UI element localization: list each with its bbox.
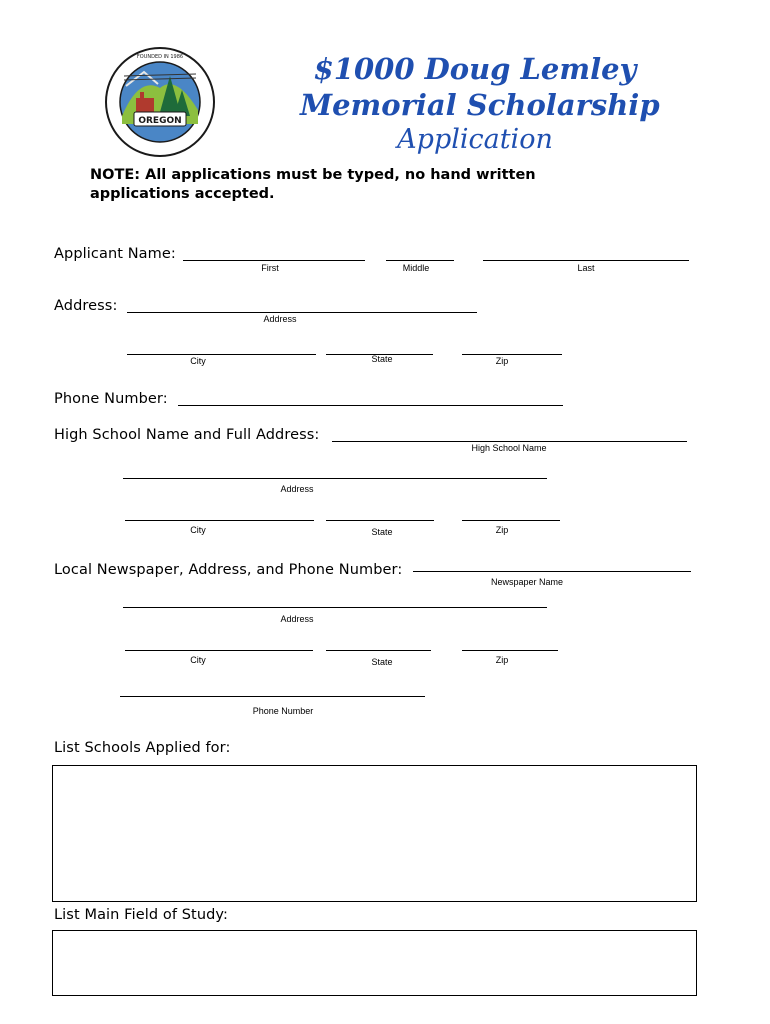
address-field[interactable]: [127, 312, 477, 313]
high-school-address-field[interactable]: [123, 478, 547, 479]
schools-applied-textarea[interactable]: [52, 765, 697, 902]
high-school-state-field[interactable]: [326, 520, 434, 521]
address-label: Address:: [54, 298, 118, 314]
newspaper-address-caption: Address: [280, 614, 314, 624]
city-field[interactable]: [127, 354, 316, 355]
newspaper-state-caption: State: [371, 657, 393, 667]
zip-field[interactable]: [462, 354, 562, 355]
middle-name-field[interactable]: [386, 260, 454, 261]
first-name-field[interactable]: [183, 260, 365, 261]
newspaper-label: Local Newspaper, Address, and Phone Number:: [54, 562, 403, 578]
field-of-study-textarea[interactable]: [52, 930, 697, 996]
first-caption: First: [261, 263, 279, 273]
field-of-study-label: List Main Field of Study:: [54, 907, 229, 923]
high-school-zip-field[interactable]: [462, 520, 560, 521]
address-caption: Address: [263, 314, 297, 324]
high-school-label: High School Name and Full Address:: [54, 427, 320, 443]
newspaper-state-field[interactable]: [326, 650, 431, 651]
phone-label: Phone Number:: [54, 391, 168, 407]
zip-caption: Zip: [495, 356, 509, 366]
title-line-3: Application: [397, 124, 553, 155]
newspaper-phone-field[interactable]: [120, 696, 425, 697]
newspaper-zip-caption: Zip: [495, 655, 509, 665]
newspaper-name-field[interactable]: [413, 571, 691, 572]
high-school-state-caption: State: [371, 527, 393, 537]
association-logo: [104, 46, 216, 158]
schools-applied-label: List Schools Applied for:: [54, 740, 231, 756]
newspaper-name-caption: Newspaper Name: [490, 577, 564, 587]
high-school-address-caption: Address: [280, 484, 314, 494]
title-line-1: $1000 Doug Lemley: [313, 52, 637, 86]
high-school-name-caption: High School Name: [471, 443, 547, 453]
svg-text:OREGON: OREGON: [138, 116, 182, 126]
newspaper-city-field[interactable]: [125, 650, 313, 651]
state-caption: State: [371, 354, 393, 364]
newspaper-city-caption: City: [190, 655, 206, 665]
last-name-field[interactable]: [483, 260, 689, 261]
title-line-2: Memorial Scholarship: [300, 88, 660, 122]
svg-text:FOUNDED IN 1986: FOUNDED IN 1986: [136, 54, 184, 60]
high-school-city-field[interactable]: [125, 520, 314, 521]
newspaper-phone-caption: Phone Number: [252, 706, 314, 716]
city-caption: City: [190, 356, 206, 366]
newspaper-address-field[interactable]: [123, 607, 547, 608]
high-school-zip-caption: Zip: [495, 525, 509, 535]
middle-caption: Middle: [402, 263, 430, 273]
newspaper-zip-field[interactable]: [462, 650, 558, 651]
typing-note: NOTE: All applications must be typed, no hand written applications accepted.: [90, 167, 536, 202]
phone-field[interactable]: [178, 405, 563, 406]
high-school-city-caption: City: [190, 525, 206, 535]
high-school-name-field[interactable]: [332, 441, 687, 442]
applicant-name-label: Applicant Name:: [54, 246, 176, 262]
last-caption: Last: [577, 263, 595, 273]
